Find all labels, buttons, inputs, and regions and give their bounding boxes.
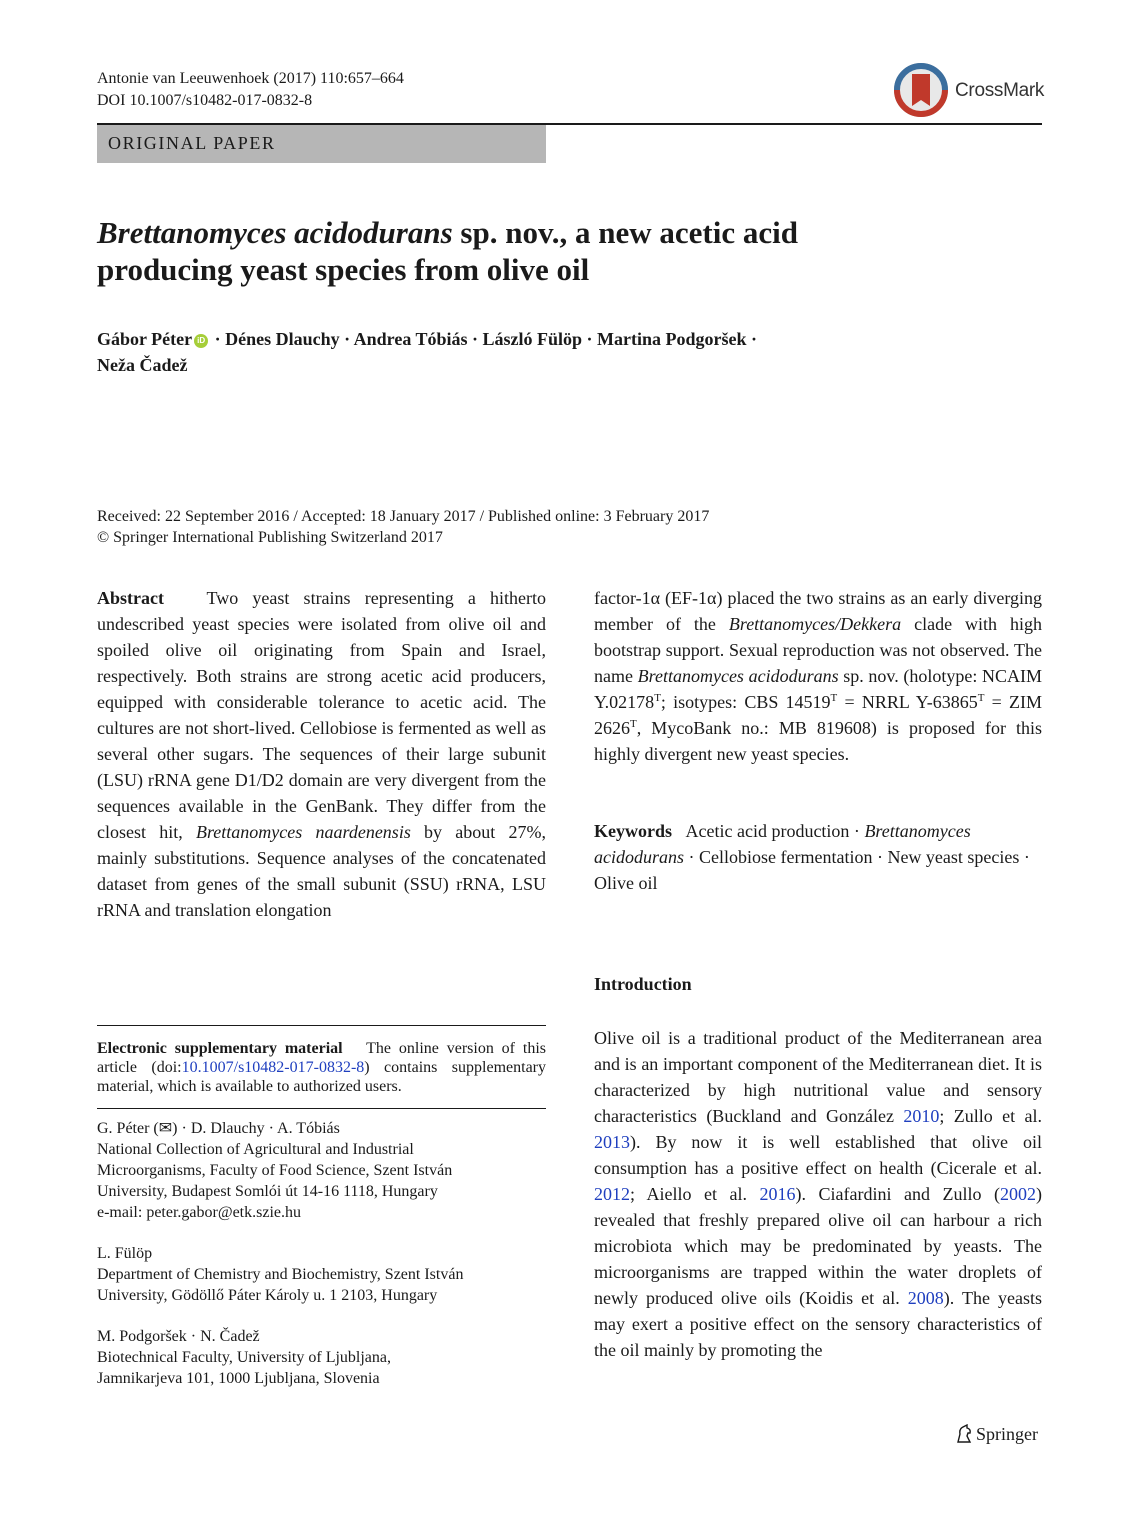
affiliation-names: [97, 1118, 546, 1139]
abstract-text-b2: clade with high bootstrap support. Sexual reproduction was not observed. The name: [594, 614, 1042, 686]
keywords-text-1: Acetic acid production ·: [685, 821, 865, 841]
affiliation-names-a: G. Péter (: [97, 1120, 159, 1137]
abstract-part1: [97, 585, 546, 923]
publisher-logo: [955, 1424, 1038, 1445]
citation-link[interactable]: 2010: [903, 1106, 940, 1126]
abstract-text-b7: , MycoBank no.: MB 819608) is proposed for this highly divergent new yeast species.: [594, 718, 1042, 764]
abstract-clade: Brettanomyces/Dekkera: [728, 614, 902, 634]
author-first: Gábor Péter: [97, 329, 193, 349]
citation-link[interactable]: 2016: [759, 1184, 796, 1204]
citation-link[interactable]: 2012: [594, 1184, 630, 1204]
citation-link[interactable]: 2008: [907, 1288, 944, 1308]
affiliation-line: University, Gödöllő Páter Károly u. 1 2103, Hungary: [97, 1287, 438, 1304]
affiliation-line: Jamnikarjeva 101, 1000 Ljubljana, Slovenia: [97, 1370, 380, 1387]
affiliation-email[interactable]: e-mail: peter.gabor@etk.szie.hu: [97, 1204, 301, 1221]
orcid-icon[interactable]: iD: [194, 334, 208, 348]
abstract-label: Abstract: [97, 588, 164, 608]
supplementary-doi-link[interactable]: 10.1007/s10482-017-0832-8: [181, 1059, 365, 1076]
title-line2: producing yeast species from olive oil: [97, 252, 590, 287]
abstract-text-b4: ; isotypes: CBS 14519: [660, 692, 831, 712]
footnote-divider-top: [97, 1025, 546, 1026]
introduction-heading: Introduction: [594, 974, 692, 994]
affiliation-2: [97, 1243, 546, 1306]
abstract-species: Brettanomyces naardenensis: [195, 822, 411, 842]
article-title: [97, 214, 997, 288]
type-marker: T: [977, 692, 985, 704]
authors-line2: Neža Čadež: [97, 355, 188, 375]
affiliation-1: [97, 1118, 546, 1223]
citation-link[interactable]: 2002: [1000, 1184, 1036, 1204]
type-marker: T: [830, 692, 838, 704]
crossmark-icon: [892, 62, 950, 118]
intro-text: ). By now it is well established that olive oil consumption has a positive effect on health (Cicerale et al.: [594, 1132, 1042, 1178]
affiliation-names: M. Podgoršek · N. Čadež: [97, 1328, 260, 1345]
abstract-part2: [594, 585, 1042, 767]
abstract-text-b6: = ZIM 2626: [594, 692, 1042, 738]
section-banner: [97, 125, 546, 163]
intro-text: ; Zullo et al.: [939, 1106, 1042, 1126]
publication-dates: [97, 506, 709, 548]
section-label: ORIGINAL PAPER: [108, 133, 276, 153]
journal-doi: DOI 10.1007/s10482-017-0832-8: [97, 92, 313, 109]
intro-text: ) revealed that freshly prepared olive oil can harbour a rich microbiota which may be predominated by yeasts. The microorganisms are trapped within the water droplets of newly produced olive oils (Koidis et al.: [594, 1184, 1042, 1308]
affiliation-line: Department of Chemistry and Biochemistry, Szent István: [97, 1266, 464, 1283]
affiliation-line: Biotechnical Faculty, University of Ljubljana,: [97, 1349, 391, 1366]
affiliation-line: National Collection of Agricultural and Industrial: [97, 1141, 414, 1158]
publisher-label: Springer: [976, 1424, 1038, 1444]
keywords-text-2: · Cellobiose fermentation · New yeast species · Olive oil: [594, 847, 1030, 893]
footnote-label: Electronic supplementary material: [97, 1040, 343, 1057]
journal-citation: Antonie van Leeuwenhoek (2017) 110:657–664: [97, 70, 404, 87]
crossmark-badge[interactable]: [892, 62, 1045, 118]
dates-history: Received: 22 September 2016 / Accepted: 18 January 2017 / Published online: 3 February 2017: [97, 508, 710, 525]
affiliation-line: University, Budapest Somlói út 14-16 1118, Hungary: [97, 1183, 438, 1200]
abstract-text-b1: factor-1α (EF-1α) placed the two strains as an early diverging member of the: [594, 588, 1042, 634]
affiliation-line: Microorganisms, Faculty of Food Science, Szent István: [97, 1162, 453, 1179]
citation-link[interactable]: 2013: [594, 1132, 630, 1152]
affiliation-names-b: ) · D. Dlauchy · A. Tóbiás: [172, 1120, 340, 1137]
intro-text: ). Ciafardini and Zullo (: [795, 1184, 1000, 1204]
crossmark-label: CrossMark: [955, 80, 1045, 101]
envelope-icon[interactable]: ✉: [158, 1120, 173, 1137]
abstract-text-a2: by about 27%, mainly substitutions. Sequence analyses of the concatenated dataset from genes of the small subunit (SSU) rRNA, LSU rRNA and translation elongation: [97, 822, 547, 920]
journal-info: [97, 68, 404, 112]
abstract-text-b3: sp. nov. (holotype: NCAIM Y.02178: [594, 666, 1043, 712]
intro-text: ). The yeasts may exert a positive effect on the sensory characteristics of the oil mainly by promoting the: [594, 1288, 1042, 1360]
title-species: Brettanomyces acidodurans: [97, 215, 453, 250]
introduction-text: [594, 1025, 1042, 1363]
copyright-line: © Springer International Publishing Switzerland 2017: [97, 529, 443, 546]
affiliation-names: L. Fülöp: [97, 1245, 153, 1262]
intro-text: ; Aiello et al.: [630, 1184, 760, 1204]
springer-horse-icon: [955, 1424, 973, 1444]
footnote-text-2: ) contains supplementary material, which is available to authorized users.: [97, 1059, 546, 1095]
type-marker: T: [654, 692, 661, 704]
abstract-text-b5: = NRRL Y-63865: [837, 692, 978, 712]
authors-rest: · Dénes Dlauchy · Andrea Tóbiás · László Fülöp · Martina Podgoršek ·: [210, 329, 758, 349]
abstract-new-species: Brettanomyces acidodurans: [637, 666, 839, 686]
keywords-species: Brettanomyces acidodurans: [594, 821, 971, 867]
keywords: [594, 818, 1042, 896]
type-marker: T: [630, 718, 637, 730]
intro-text: Olive oil is a traditional product of the Mediterranean area and is an important component of the Mediterranean diet. It is characterized by high nutritional value and sensory characteristics (Buckland and González: [594, 1028, 1042, 1126]
author-list: [97, 326, 997, 378]
footnote-text-1: The online version of this article (doi:: [97, 1040, 546, 1076]
affiliation-3: [97, 1326, 546, 1389]
supplementary-footnote: [97, 1039, 546, 1096]
title-line1-rest: sp. nov., a new acetic acid: [452, 215, 798, 250]
keywords-label: Keywords: [594, 821, 672, 841]
abstract-text-a1: Two yeast strains representing a hitherto undescribed yeast species were isolated from olive oil and spoiled olive oil originating from Spain and Israel, respectively. Both strains are strong acetic acid producers, equipped with considerable tolerance to acetic acid. The cultures are not short-lived. Cellobiose is fermented as well as several other sugars. The sequences of their large subunit (LSU) rRNA gene D1/D2 domain are very divergent from the sequences available in the GenBank. They differ from the closest hit,: [97, 588, 547, 842]
footnote-divider-bottom: [97, 1108, 546, 1109]
